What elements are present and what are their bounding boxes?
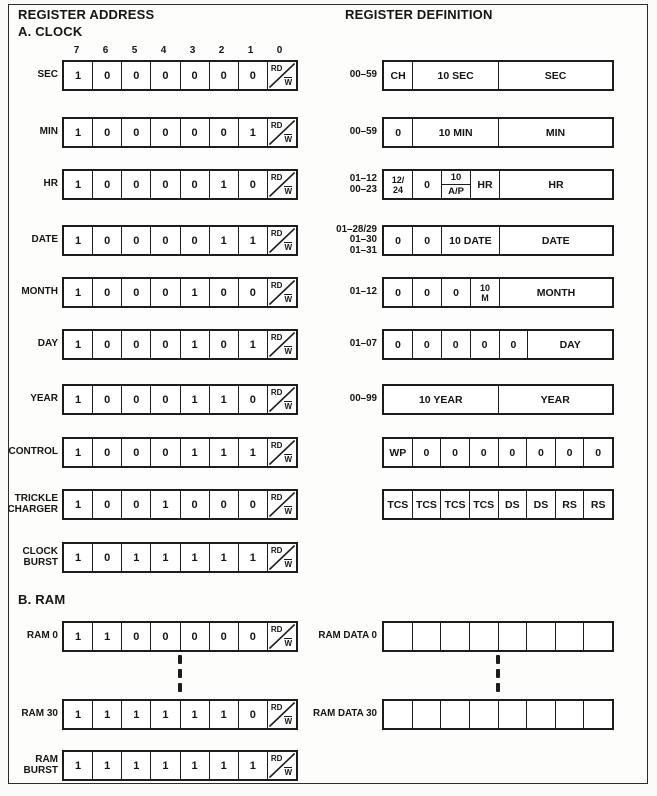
read-label: RD xyxy=(270,388,283,397)
address-bit-cell: 1 xyxy=(209,701,238,728)
address-bit-cell: 0 xyxy=(92,227,121,254)
section-clock-heading: A. CLOCK xyxy=(18,24,83,39)
address-bit-cell: 0 xyxy=(92,279,121,306)
address-bit-cell: 1 xyxy=(238,119,267,146)
read-label: RD xyxy=(270,546,283,555)
definition-fields-hr xyxy=(382,169,614,200)
definition-label-trickle-charger xyxy=(298,481,377,528)
read-label: RD xyxy=(270,754,283,763)
address-byte-trickle-charger xyxy=(62,489,298,520)
definition-fields-trickle-charger xyxy=(382,489,614,520)
address-bit-cell: 1 xyxy=(209,439,238,466)
definition-label-date: 01–28/29 01–30 01–31 xyxy=(336,223,377,256)
definition-field-cell: 0 xyxy=(395,338,401,351)
address-bit-cell: 0 xyxy=(180,623,209,650)
address-bit-cell: 0 xyxy=(150,227,179,254)
write-not-label: W xyxy=(284,507,292,516)
address-bit-cell: 0 xyxy=(238,171,267,198)
definition-field-cell: 0 xyxy=(441,331,470,358)
address-bit-cell: 1 xyxy=(180,439,209,466)
address-label-control: CONTROL xyxy=(8,446,58,458)
read-label: RD xyxy=(270,121,283,130)
address-byte-clock-burst xyxy=(62,542,298,573)
address-bit-cell: 0 xyxy=(92,439,121,466)
definition-field-cell: 10 MIN xyxy=(412,119,498,146)
write-not-label: W xyxy=(284,135,292,144)
address-byte-ram-burst xyxy=(62,750,298,781)
definition-field-cell: MONTH xyxy=(499,279,612,306)
address-bit-cell: 0 xyxy=(92,331,121,358)
address-bit-cell: 0 xyxy=(150,171,179,198)
ellipsis-dots xyxy=(178,655,182,692)
definition-field-cell: 0 xyxy=(498,439,527,466)
address-byte-ram-0 xyxy=(62,621,298,652)
address-bit-cell: 1 xyxy=(238,331,267,358)
write-not-label: W xyxy=(284,78,292,87)
read-write-cell xyxy=(267,62,296,89)
definition-field-cell xyxy=(498,701,527,728)
address-bit-cell: 0 xyxy=(209,279,238,306)
register-row-trickle-charger xyxy=(0,489,657,520)
read-write-cell xyxy=(267,171,296,198)
address-label-ram-0: RAM 0 xyxy=(26,630,58,642)
definition-label-hr: 01–12 00–23 xyxy=(349,173,377,195)
address-bit-cell: 1 xyxy=(75,551,82,564)
address-byte-year xyxy=(62,384,298,415)
write-not-label: W xyxy=(284,295,292,304)
definition-field-cell: HR xyxy=(499,171,612,198)
definition-field-cell: 0 xyxy=(412,171,441,198)
definition-fields-sec xyxy=(382,60,614,91)
address-byte-min xyxy=(62,117,298,148)
address-bit-cell: 1 xyxy=(75,498,82,511)
definition-field-cell xyxy=(583,623,612,650)
read-write-cell xyxy=(267,701,296,728)
address-bit-cell: 0 xyxy=(150,439,179,466)
address-bit-cell: 0 xyxy=(180,62,209,89)
definition-field-cell xyxy=(412,701,441,728)
register-row-ram-burst xyxy=(0,750,657,781)
definition-fields-year xyxy=(382,384,614,415)
address-label-day: DAY xyxy=(37,338,58,350)
address-bit-cell: 1 xyxy=(75,338,82,351)
definition-label-ram-30: RAM DATA 30 xyxy=(312,708,377,720)
write-not-label: W xyxy=(284,717,292,726)
address-bit-cell: 1 xyxy=(150,701,179,728)
register-row-control xyxy=(0,437,657,468)
definition-field-cell: HR xyxy=(470,171,499,198)
address-bit-cell: 1 xyxy=(92,752,121,779)
definition-field-cell: 0 xyxy=(395,234,401,247)
address-bit-cell: 1 xyxy=(75,69,82,82)
definition-field-cell xyxy=(583,701,612,728)
ellipsis-dots xyxy=(496,655,500,692)
address-bit-cell: 0 xyxy=(180,491,209,518)
read-label: RD xyxy=(270,703,283,712)
address-label-month: MONTH xyxy=(21,286,58,298)
address-bit-cell: 1 xyxy=(180,752,209,779)
read-write-cell xyxy=(267,331,296,358)
address-bit-cell: 0 xyxy=(238,623,267,650)
address-bit-cell: 0 xyxy=(238,701,267,728)
address-bit-cell: 1 xyxy=(150,544,179,571)
address-byte-control xyxy=(62,437,298,468)
address-bit-cell: 0 xyxy=(121,386,150,413)
read-write-cell xyxy=(267,752,296,779)
definition-field-cell xyxy=(526,623,555,650)
definition-field-cell: 0 xyxy=(441,279,470,306)
address-bit-cell: 1 xyxy=(209,227,238,254)
section-ram-heading: B. RAM xyxy=(18,592,66,607)
register-row-date xyxy=(0,225,657,256)
ellipsis-dot xyxy=(496,683,500,692)
address-bit-cell: 0 xyxy=(180,171,209,198)
address-label-sec: SEC xyxy=(37,69,58,81)
register-row-day xyxy=(0,329,657,360)
address-label-ram-burst: RAM BURST xyxy=(23,754,58,776)
address-label-trickle-charger: TRICKLE CHARGER xyxy=(7,493,58,515)
definition-field-cell: 10 SEC xyxy=(412,62,498,89)
register-row-min xyxy=(0,117,657,148)
address-bit-cell: 1 xyxy=(209,752,238,779)
definition-field-cell: RS xyxy=(555,491,584,518)
address-bit-cell: 0 xyxy=(92,386,121,413)
write-not-label: W xyxy=(284,187,292,196)
definition-field-cell: 0 xyxy=(412,331,441,358)
address-bit-cell: 0 xyxy=(121,331,150,358)
definition-field-cell: TCS xyxy=(412,491,441,518)
definition-field-cell: MIN xyxy=(498,119,612,146)
address-bit-cell: 0 xyxy=(121,439,150,466)
definition-field-cell: TCS xyxy=(387,498,409,511)
bit-number-label: 5 xyxy=(131,45,138,56)
register-row-year xyxy=(0,384,657,415)
write-not-label: W xyxy=(284,243,292,252)
address-bit-cell: 0 xyxy=(238,491,267,518)
address-bit-cell: 0 xyxy=(121,279,150,306)
address-bit-cell: 0 xyxy=(92,544,121,571)
definition-field-cell: 0 xyxy=(412,279,441,306)
register-row-hr xyxy=(0,169,657,200)
read-write-cell xyxy=(267,439,296,466)
address-bit-cell: 1 xyxy=(75,446,82,459)
address-bit-cell: 0 xyxy=(121,623,150,650)
bit-number-label: 6 xyxy=(102,45,109,56)
address-bit-cell: 1 xyxy=(209,386,238,413)
address-bit-cell: 1 xyxy=(75,126,82,139)
address-bit-cell: 0 xyxy=(121,62,150,89)
address-bit-cell: 0 xyxy=(238,62,267,89)
read-write-cell xyxy=(267,544,296,571)
definition-field-cell: 0 xyxy=(395,126,402,139)
definition-fields-date xyxy=(382,225,614,256)
definition-fields-month xyxy=(382,277,614,308)
address-bit-cell: 1 xyxy=(75,708,82,721)
address-bit-cell: 1 xyxy=(238,752,267,779)
bit-number-header xyxy=(62,45,294,56)
address-bit-cell: 1 xyxy=(180,279,209,306)
register-row-ram-0 xyxy=(0,621,657,652)
definition-field-cell: 10 YEAR xyxy=(418,393,463,406)
definition-field-cell: 0 xyxy=(555,439,584,466)
definition-field-cell: DATE xyxy=(499,227,613,254)
read-label: RD xyxy=(270,333,283,342)
address-bit-cell: 0 xyxy=(121,119,150,146)
write-not-label: W xyxy=(284,560,292,569)
definition-field-cell xyxy=(412,623,441,650)
address-bit-cell: 1 xyxy=(180,386,209,413)
address-bit-cell: 0 xyxy=(92,119,121,146)
ellipsis-dot xyxy=(496,655,500,664)
address-label-min: MIN xyxy=(39,126,58,138)
address-bit-cell: 1 xyxy=(75,178,82,191)
address-bit-cell: 0 xyxy=(150,119,179,146)
address-bit-cell: 0 xyxy=(150,331,179,358)
definition-field-cell xyxy=(384,623,412,650)
address-bit-cell: 1 xyxy=(75,234,82,247)
definition-field-cell: SEC xyxy=(498,62,612,89)
address-bit-cell: 0 xyxy=(150,279,179,306)
address-bit-cell: 0 xyxy=(150,386,179,413)
write-not-label: W xyxy=(284,455,292,464)
address-bit-cell: 1 xyxy=(180,701,209,728)
definition-field-cell: DAY xyxy=(527,331,612,358)
address-bit-cell: 1 xyxy=(121,752,150,779)
address-bit-cell: 1 xyxy=(150,752,179,779)
definition-field-cell: 0 xyxy=(412,227,441,254)
address-bit-cell: 1 xyxy=(92,701,121,728)
definition-field-cell xyxy=(440,701,469,728)
write-not-label: W xyxy=(284,347,292,356)
address-label-clock-burst: CLOCK BURST xyxy=(22,546,58,568)
address-bit-cell: 0 xyxy=(209,623,238,650)
address-label-date: DATE xyxy=(31,234,58,246)
definition-label-control xyxy=(298,429,377,476)
address-bit-cell: 0 xyxy=(209,491,238,518)
definition-field-cell: DS xyxy=(498,491,527,518)
read-write-cell xyxy=(267,491,296,518)
address-bit-cell: 1 xyxy=(121,701,150,728)
register-row-sec xyxy=(0,60,657,91)
address-bit-cell: 0 xyxy=(150,623,179,650)
definition-label-year: 00–99 xyxy=(349,393,377,405)
write-not-label: W xyxy=(284,768,292,777)
address-bit-cell: 1 xyxy=(92,623,121,650)
bit-number-label: 0 xyxy=(276,45,283,56)
address-bit-cell: 1 xyxy=(238,439,267,466)
address-bit-cell: 0 xyxy=(121,227,150,254)
address-bit-cell: 1 xyxy=(180,544,209,571)
address-bit-cell: 1 xyxy=(150,491,179,518)
register-address-title: REGISTER ADDRESS xyxy=(18,7,155,22)
address-bit-cell: 0 xyxy=(238,279,267,306)
definition-field-cell xyxy=(555,623,584,650)
definition-field-cell xyxy=(469,701,498,728)
address-bit-cell: 1 xyxy=(209,544,238,571)
definition-field-cell: 0 xyxy=(526,439,555,466)
definition-fields-ram-30 xyxy=(382,699,614,730)
read-label: RD xyxy=(270,173,283,182)
address-bit-cell: 1 xyxy=(238,544,267,571)
definition-label-day: 01–07 xyxy=(349,338,377,350)
register-row-clock-burst xyxy=(0,542,657,573)
definition-field-cell: 0 xyxy=(412,439,441,466)
address-bit-cell: 0 xyxy=(180,227,209,254)
definition-fields-day xyxy=(382,329,614,360)
ellipsis-dot xyxy=(178,669,182,678)
address-bit-cell: 0 xyxy=(92,491,121,518)
read-label: RD xyxy=(270,229,283,238)
definition-field-cell: 10 DATE xyxy=(441,227,498,254)
bit-number-label: 1 xyxy=(247,45,254,56)
definition-field-cell: 0 xyxy=(470,331,499,358)
address-bit-cell: 0 xyxy=(92,171,121,198)
address-label-year: YEAR xyxy=(30,393,58,405)
ellipsis-dot xyxy=(178,683,182,692)
write-not-label: W xyxy=(284,639,292,648)
address-bit-cell: 0 xyxy=(92,62,121,89)
register-row-month xyxy=(0,277,657,308)
definition-field-cell: 10 M xyxy=(470,279,499,306)
read-label: RD xyxy=(270,625,283,634)
definition-field-cell: 10 A/P xyxy=(441,171,470,198)
definition-field-cell: WP xyxy=(389,446,407,459)
definition-label-sec: 00–59 xyxy=(349,69,377,81)
definition-field-cell: 0 xyxy=(395,286,401,299)
bit-number-label: 4 xyxy=(160,45,167,56)
definition-field-cell xyxy=(498,623,527,650)
definition-field-cell: TCS xyxy=(440,491,469,518)
address-bit-cell: 1 xyxy=(238,227,267,254)
ellipsis-dot xyxy=(496,669,500,678)
address-bit-cell: 0 xyxy=(209,331,238,358)
definition-field-cell: 0 xyxy=(469,439,498,466)
definition-label-min: 00–59 xyxy=(349,126,377,138)
definition-field-cell xyxy=(384,701,412,728)
address-bit-cell: 1 xyxy=(209,171,238,198)
address-bit-cell: 0 xyxy=(180,119,209,146)
read-label: RD xyxy=(270,441,283,450)
address-bit-cell: 1 xyxy=(121,544,150,571)
definition-fields-control xyxy=(382,437,614,468)
address-byte-hr xyxy=(62,169,298,200)
definition-field-cell xyxy=(440,623,469,650)
definition-field-cell xyxy=(469,623,498,650)
definition-label-ram-0: RAM DATA 0 xyxy=(318,630,377,642)
address-label-hr: HR xyxy=(43,178,58,190)
address-byte-day xyxy=(62,329,298,360)
definition-fields-min xyxy=(382,117,614,148)
address-bit-cell: 0 xyxy=(150,62,179,89)
definition-field-cell: YEAR xyxy=(498,386,613,413)
address-byte-sec xyxy=(62,60,298,91)
register-definition-title: REGISTER DEFINITION xyxy=(345,7,493,22)
definition-field-cell xyxy=(555,701,584,728)
address-label-ram-30: RAM 30 xyxy=(21,708,58,720)
read-label: RD xyxy=(270,281,283,290)
bit-number-label: 7 xyxy=(73,45,80,56)
definition-field-cell: DS xyxy=(526,491,555,518)
definition-field-cell: RS xyxy=(583,491,612,518)
read-write-cell xyxy=(267,227,296,254)
address-bit-cell: 1 xyxy=(75,630,82,643)
bit-number-label: 2 xyxy=(218,45,225,56)
address-bit-cell: 0 xyxy=(238,386,267,413)
address-bit-cell: 1 xyxy=(75,286,82,299)
read-label: RD xyxy=(270,493,283,502)
definition-field-cell: TCS xyxy=(469,491,498,518)
address-bit-cell: 1 xyxy=(180,331,209,358)
definition-label-month: 01–12 xyxy=(349,286,377,298)
address-bit-cell: 0 xyxy=(209,119,238,146)
read-write-cell xyxy=(267,623,296,650)
definition-field-cell: CH xyxy=(390,69,406,82)
address-bit-cell: 1 xyxy=(75,759,82,772)
definition-field-cell: 0 xyxy=(440,439,469,466)
definition-field-cell: 12/ 24 xyxy=(391,174,405,195)
address-byte-ram-30 xyxy=(62,699,298,730)
address-bit-cell: 0 xyxy=(209,62,238,89)
definition-fields-ram-0 xyxy=(382,621,614,652)
address-bit-cell: 0 xyxy=(121,491,150,518)
bit-number-label: 3 xyxy=(189,45,196,56)
read-write-cell xyxy=(267,386,296,413)
address-bit-cell: 0 xyxy=(121,171,150,198)
address-byte-date xyxy=(62,225,298,256)
read-label: RD xyxy=(270,64,283,73)
address-bit-cell: 1 xyxy=(75,393,82,406)
write-not-label: W xyxy=(284,402,292,411)
definition-field-cell: 0 xyxy=(499,331,528,358)
read-write-cell xyxy=(267,279,296,306)
definition-field-cell: 0 xyxy=(583,439,612,466)
address-byte-month xyxy=(62,277,298,308)
definition-field-cell xyxy=(526,701,555,728)
ellipsis-dot xyxy=(178,655,182,664)
register-row-ram-30 xyxy=(0,699,657,730)
read-write-cell xyxy=(267,119,296,146)
